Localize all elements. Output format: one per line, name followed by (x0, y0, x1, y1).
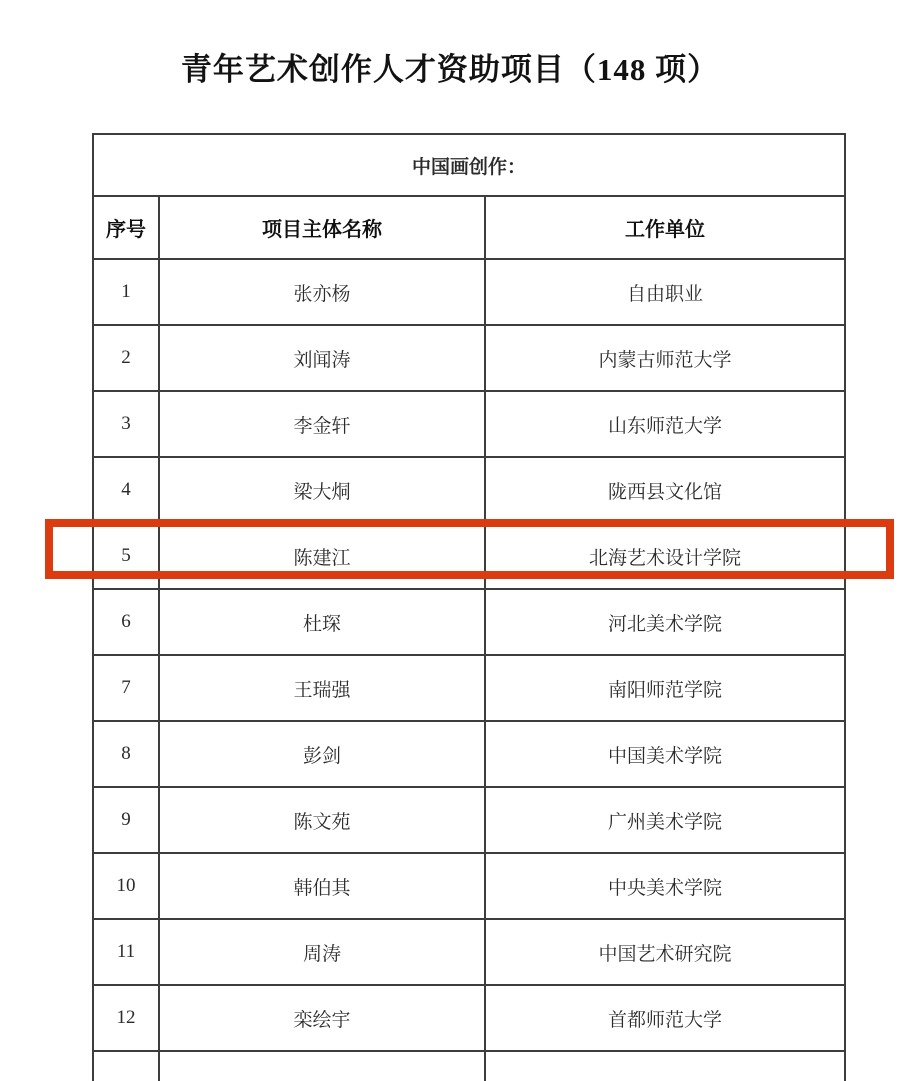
row-name-cell: 李金轩 (159, 391, 485, 457)
row-name-cell: 刘闻涛 (159, 325, 485, 391)
row-name-cell: 梁大烔 (159, 457, 485, 523)
row-unit-cell: 中国美术学院 (485, 721, 845, 787)
row-number-cell: 6 (93, 589, 159, 655)
row-unit-cell: 中国艺术研究院 (485, 919, 845, 985)
funding-table (92, 133, 846, 1081)
table-body (93, 259, 845, 1051)
row-unit-cell: 中央美术学院 (485, 853, 845, 919)
row-number-cell: 3 (93, 391, 159, 457)
row-number-cell: 8 (93, 721, 159, 787)
row-number-cell: 10 (93, 853, 159, 919)
row-unit-cell: 陇西县文化馆 (485, 457, 845, 523)
partial-cell (485, 1051, 845, 1081)
partial-cell (93, 1051, 159, 1081)
table-row (93, 985, 845, 1051)
table-row (93, 721, 845, 787)
table-row (93, 259, 845, 325)
table-row (93, 787, 845, 853)
row-unit-cell: 自由职业 (485, 259, 845, 325)
row-name-cell: 陈文苑 (159, 787, 485, 853)
row-unit-cell: 南阳师范学院 (485, 655, 845, 721)
row-name-cell: 栾绘宇 (159, 985, 485, 1051)
table-row (93, 391, 845, 457)
row-unit-cell: 广州美术学院 (485, 787, 845, 853)
section-header: 中国画创作： (93, 134, 845, 196)
row-unit-cell: 山东师范大学 (485, 391, 845, 457)
row-name-cell: 陈建江 (159, 523, 485, 589)
row-unit-cell: 河北美术学院 (485, 589, 845, 655)
row-number-cell: 7 (93, 655, 159, 721)
table-row (93, 325, 845, 391)
partial-cell (159, 1051, 485, 1081)
row-unit-cell: 内蒙古师范大学 (485, 325, 845, 391)
row-number-cell: 1 (93, 259, 159, 325)
row-name-cell: 杜琛 (159, 589, 485, 655)
row-number-cell: 2 (93, 325, 159, 391)
partial-row (93, 1051, 845, 1081)
table-row (93, 853, 845, 919)
table-row (93, 655, 845, 721)
row-name-cell: 韩伯其 (159, 853, 485, 919)
column-header-unit: 工作单位 (485, 196, 845, 259)
row-unit-cell: 北海艺术设计学院 (485, 523, 845, 589)
section-header-row (93, 134, 845, 196)
table-row (93, 589, 845, 655)
row-name-cell: 彭剑 (159, 721, 485, 787)
row-number-cell: 4 (93, 457, 159, 523)
row-number-cell: 11 (93, 919, 159, 985)
column-header-name: 项目主体名称 (159, 196, 485, 259)
row-number-cell: 5 (93, 523, 159, 589)
row-name-cell: 王瑞强 (159, 655, 485, 721)
column-header-row (93, 196, 845, 259)
page-title: 青年艺术创作人才资助项目（148 项） (180, 52, 720, 87)
table-row (93, 457, 845, 523)
table-row (93, 919, 845, 985)
row-number-cell: 12 (93, 985, 159, 1051)
table-row (93, 523, 845, 589)
column-header-no: 序号 (93, 196, 159, 259)
row-name-cell: 张亦杨 (159, 259, 485, 325)
row-unit-cell: 首都师范大学 (485, 985, 845, 1051)
funding-table-container (92, 133, 848, 1081)
row-number-cell: 9 (93, 787, 159, 853)
row-name-cell: 周涛 (159, 919, 485, 985)
